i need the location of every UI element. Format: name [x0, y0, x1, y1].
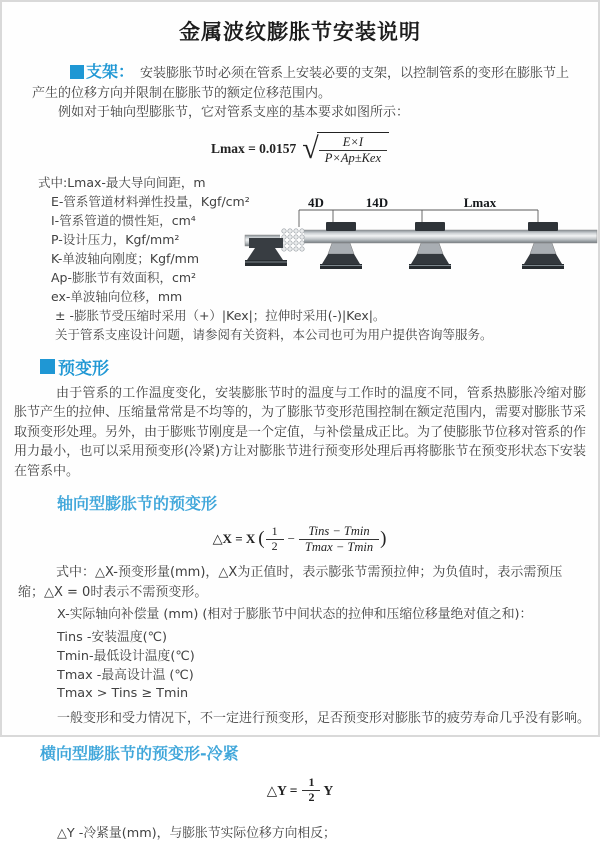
temperature-definitions-list — [57, 629, 598, 704]
temperature-numerator: Tins − Tmin — [308, 524, 370, 539]
x-definition-line: X-实际轴向补偿量 (mm) (相对于膨胀节中间状态的拉伸和压缩位移量绝对值之和)： — [57, 607, 533, 622]
dimension-label-lmax: Lmax — [463, 195, 497, 210]
lmax-formula-numerator: E×I — [342, 135, 363, 150]
half-numerator: 1 — [271, 523, 278, 538]
one-half-fraction — [266, 525, 284, 554]
definition-line: K-单波轴向刚度；Kgf/mm — [51, 250, 199, 266]
lateral-formula-lhs: △Y = — [266, 782, 298, 798]
definition-line: E-管系管道材料弹性投量，Kgf/cm² — [51, 193, 250, 209]
lmax-formula-denominator: P×Ap±Kex — [319, 150, 387, 165]
guide-support — [320, 222, 362, 269]
axial-formula-lhs: △X = X — [212, 531, 256, 546]
temperature-definition-line: Tmin-最低设计温度(℃) — [57, 648, 195, 664]
support-intro-text: 安装膨胀节时必须在管系上安装必要的支架，以控制管系的变形在膨胀节上产生的位移方向并限制在膨胀节的额定位移范围内。 — [32, 66, 570, 101]
support-example-paragraph: 例如对于轴向型膨胀节，它对管系支座的基本要求如图所示： — [58, 105, 410, 120]
predeform-heading-text: 预变形 — [58, 358, 109, 379]
lateral-predeform-subheading: 横向型膨胀节的预变形-冷紧 — [40, 743, 239, 763]
temperature-inequality-line: Tmax > Tins ≥ Tmin — [57, 686, 189, 702]
minus-sign: − — [287, 531, 295, 546]
predeform-paragraph: 由于管系的工作温度变化，安装膨胀节时的温度与工作时的温度不同，管系热膨胀冷缩对膨胀节产生的拉伸、压缩量常常是不均等的，为了膨胀节变形范围控制在额定范围内，需要对膨胀节采取预变形处理。另外，由于膨账节刚度是一个定值，与补偿量成正比。为了使膨胀节位移对管系的作用力最小，也可以采用预变形(冷紧)方让对膨胀节进行预变形处理后再将膨胀节在预变形状态下安装在管系中。 — [14, 385, 587, 479]
right-paren: ) — [380, 528, 387, 549]
pipe — [301, 230, 597, 243]
definition-line: Ap-膨胀节有效面积，cm² — [51, 269, 197, 285]
definition-line-where: 式中:Lmax-最大导向间距，m — [38, 174, 206, 190]
dimension-label-4d: 4D — [308, 195, 324, 210]
temperature-definition-line: Tmax -最高设计温 (℃) — [57, 667, 194, 683]
definition-line: ex-单波轴向位移，mm — [51, 288, 183, 304]
temperature-denominator: Tmax − Tmin — [299, 539, 379, 554]
one-half-fraction — [302, 776, 320, 805]
axial-predeform-formula — [2, 523, 598, 555]
sign-convention-note: ± -膨胀节受压缩时采用（+）|Kex|；拉伸时采用(-)|Kex|。 — [55, 307, 386, 323]
support-section-label: 支架： — [86, 62, 135, 81]
consulting-note: 关于管系支座设计问题，请参阅有关资料，本公司也可为用户提供咨询等服务。 — [55, 326, 493, 342]
support-intro-paragraph — [32, 62, 574, 103]
lmax-formula — [2, 131, 598, 167]
axial-where-paragraph: 式中：△X-预变形量(mm)，△X为正值时，表示膨张节需预拉伸；为负值时，表示需预压缩；△X = 0时表示不需预变形。 — [18, 565, 563, 600]
guide-support — [522, 222, 564, 269]
temperature-definition-line: Tins -安装温度(℃) — [57, 630, 167, 645]
y-definition-line: △Y -冷紧量(mm)，与膨胀节实际位移方向相反； — [57, 825, 336, 841]
section-bullet-icon — [70, 65, 84, 79]
definition-line: P-设计压力，Kgf/mm² — [51, 231, 180, 247]
axial-predeform-subheading: 轴向型膨胀节的预变形 — [57, 494, 218, 513]
temperature-ratio-fraction — [299, 524, 379, 554]
section-bullet-icon — [40, 359, 55, 374]
bellows-expansion-joint — [280, 227, 304, 252]
lateral-predeform-formula — [2, 776, 598, 806]
square-root-symbol: √ — [302, 132, 319, 165]
dimension-label-14d: 14D — [365, 195, 389, 210]
axial-note-paragraph: 一般变形和受力情况下，不一定进行预变形，足否预变形对膨胀节的疲劳寿命几乎没有影响。 — [57, 711, 591, 727]
pipe-support-diagram — [245, 194, 600, 294]
predeform-section-heading — [40, 354, 598, 379]
page-title: 金属波纹膨胀节安装说明 — [179, 20, 421, 44]
left-paren: ( — [258, 528, 265, 549]
definition-line: I-管系管道的惯性矩，cm⁴ — [51, 212, 196, 228]
lmax-formula-radicand — [317, 132, 389, 165]
guide-support — [409, 222, 451, 269]
half-denominator: 2 — [266, 539, 284, 554]
lmax-formula-lhs: Lmax = 0.0157 — [210, 140, 297, 156]
lateral-formula-rhs: Y — [323, 782, 334, 798]
half-numerator: 1 — [308, 775, 315, 790]
half-denominator: 2 — [302, 790, 320, 805]
